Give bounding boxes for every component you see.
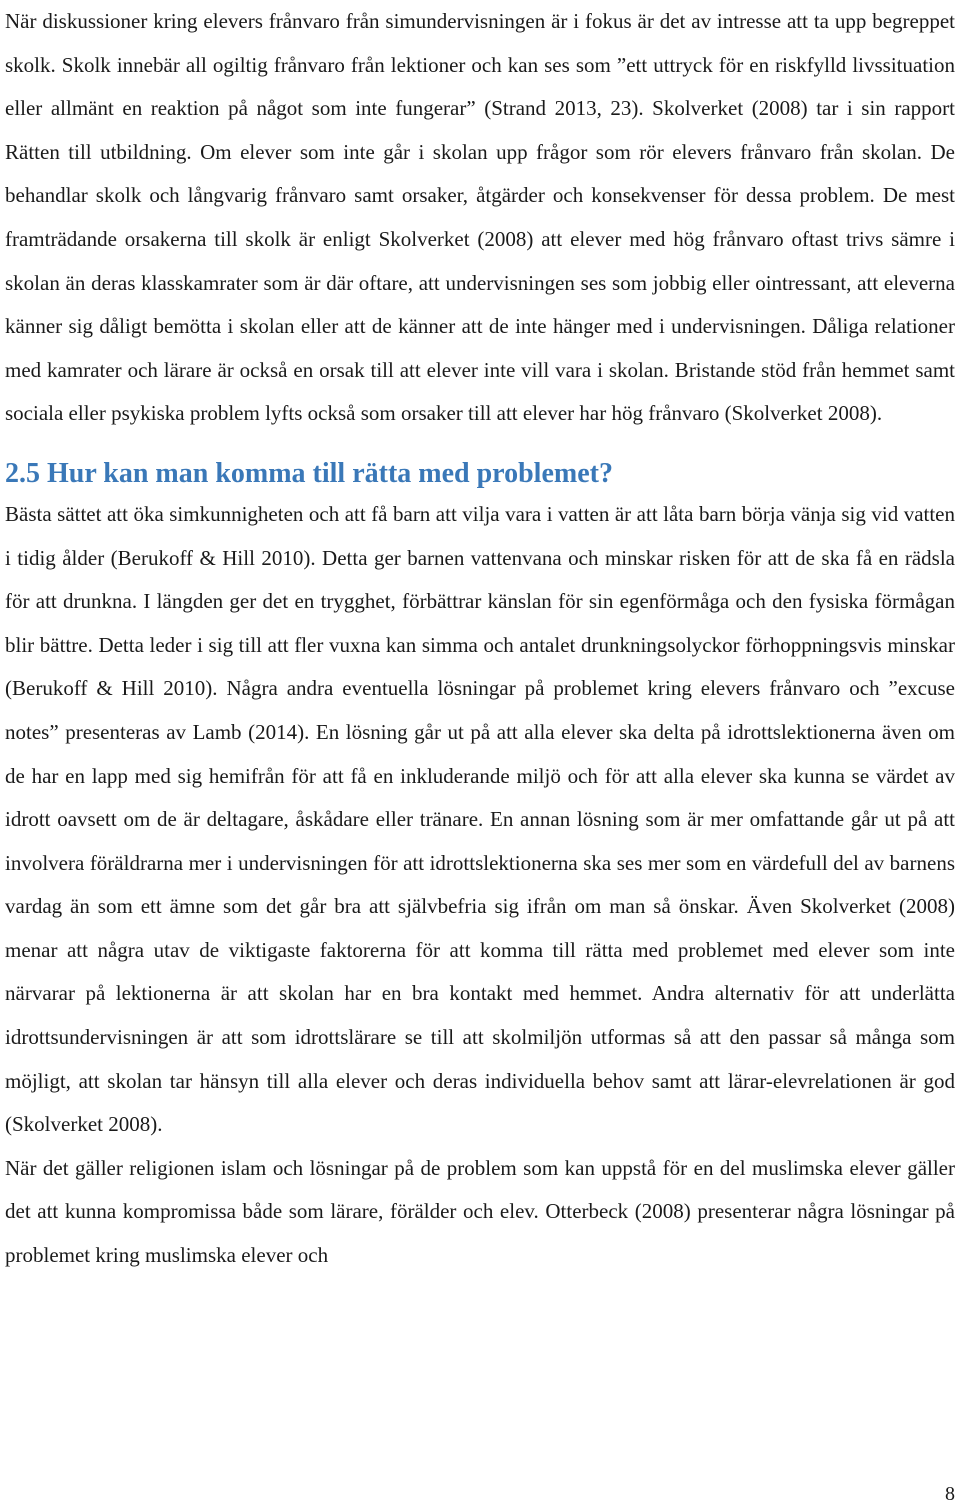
section-heading: 2.5 Hur kan man komma till rätta med problemet? (5, 457, 613, 489)
body-paragraph-2: Bästa sättet att öka simkunnigheten och att få barn att vilja vara i vatten är att låta barn börja vänja sig vid vatten i tidig ålder (Berukoff & Hill 2010). Detta ger barnen vattenvana och minskar risken för att de ska få en rädsla för att drunkna. I längden ger det en trygghet, förbättrar känslan för sin egenförmåga och den fysiska förmågan blir bättre. Detta leder i sig till att fler vuxna kan simma och antalet drunkningsolyckor förhoppningsvis minskar (Berukoff & Hill 2010). Några andra eventuella lösningar på problemet kring elevers frånvaro och ”excuse notes” presenteras av Lamb (2014). En lösning går ut på att alla elever ska delta på idrottslektionerna även om de har en lapp med sig hemifrån för att få en inkluderande miljö och för att alla elever ska kunna se värdet av idrott oavsett om de är deltagare, åskådare eller tränare. En annan lösning som är mer omfattande går ut på att involvera föräldrarna mer i undervisningen för att idrottslektionerna ska ses mer som en värdefull del av barnens vardag än som ett ämne som det går bra att självbefria sig ifrån om man så önskar. Även Skolverket (2008) menar att några utav de viktigaste faktorerna för att komma till rätta med problemet med elever som inte närvarar på lektionerna är att skolan har en bra kontakt med hemmet. Andra alternativ för att underlätta idrottsundervisningen är att som idrottslärare se till att skolmiljön utformas så att den passar så många som möjligt, att skolan tar hänsyn till alla elever och deras individuella behov samt att lärar-elevrelationen är god (Skolverket 2008). (5, 501, 955, 1137)
document-body (5, 0, 955, 1278)
body-paragraph-3: När det gäller religionen islam och lösningar på de problem som kan uppstå för en del muslimska elever gäller det att kunna kompromissa både som lärare, förälder och elev. Otterbeck (2008) presenterar några lösningar på problemet kring muslimska elever och (5, 1155, 955, 1268)
page-number: 8 (945, 1483, 955, 1505)
body-paragraph-1: När diskussioner kring elevers frånvaro från simundervisningen är i fokus är det av intresse att ta upp begreppet skolk. Skolk innebär all ogiltig frånvaro från lektioner och kan ses som ”ett uttryck för en riskfylld livssituation eller allmänt en reaktion på något som inte fungerar” (Strand 2013, 23). Skolverket (2008) tar i sin rapport Rätten till utbildning. Om elever som inte går i skolan upp frågor som rör elevers frånvaro från skolan. De behandlar skolk och långvarig frånvaro samt orsaker, åtgärder och konsekvenser för dessa problem. De mest framträdande orsakerna till skolk är enligt Skolverket (2008) att elever med hög frånvaro oftast trivs sämre i skolan än deras klasskamrater som är där oftare, att undervisningen ses som jobbig eller ointressant, att eleverna känner sig dåligt bemötta i skolan eller att de känner att de inte hänger med i undervisningen. Dåliga relationer med kamrater och lärare är också en orsak till att elever inte vill vara i skolan. Bristande stöd från hemmet samt sociala eller psykiska problem lyfts också som orsaker till att elever har hög frånvaro (Skolverket 2008). (5, 9, 955, 426)
